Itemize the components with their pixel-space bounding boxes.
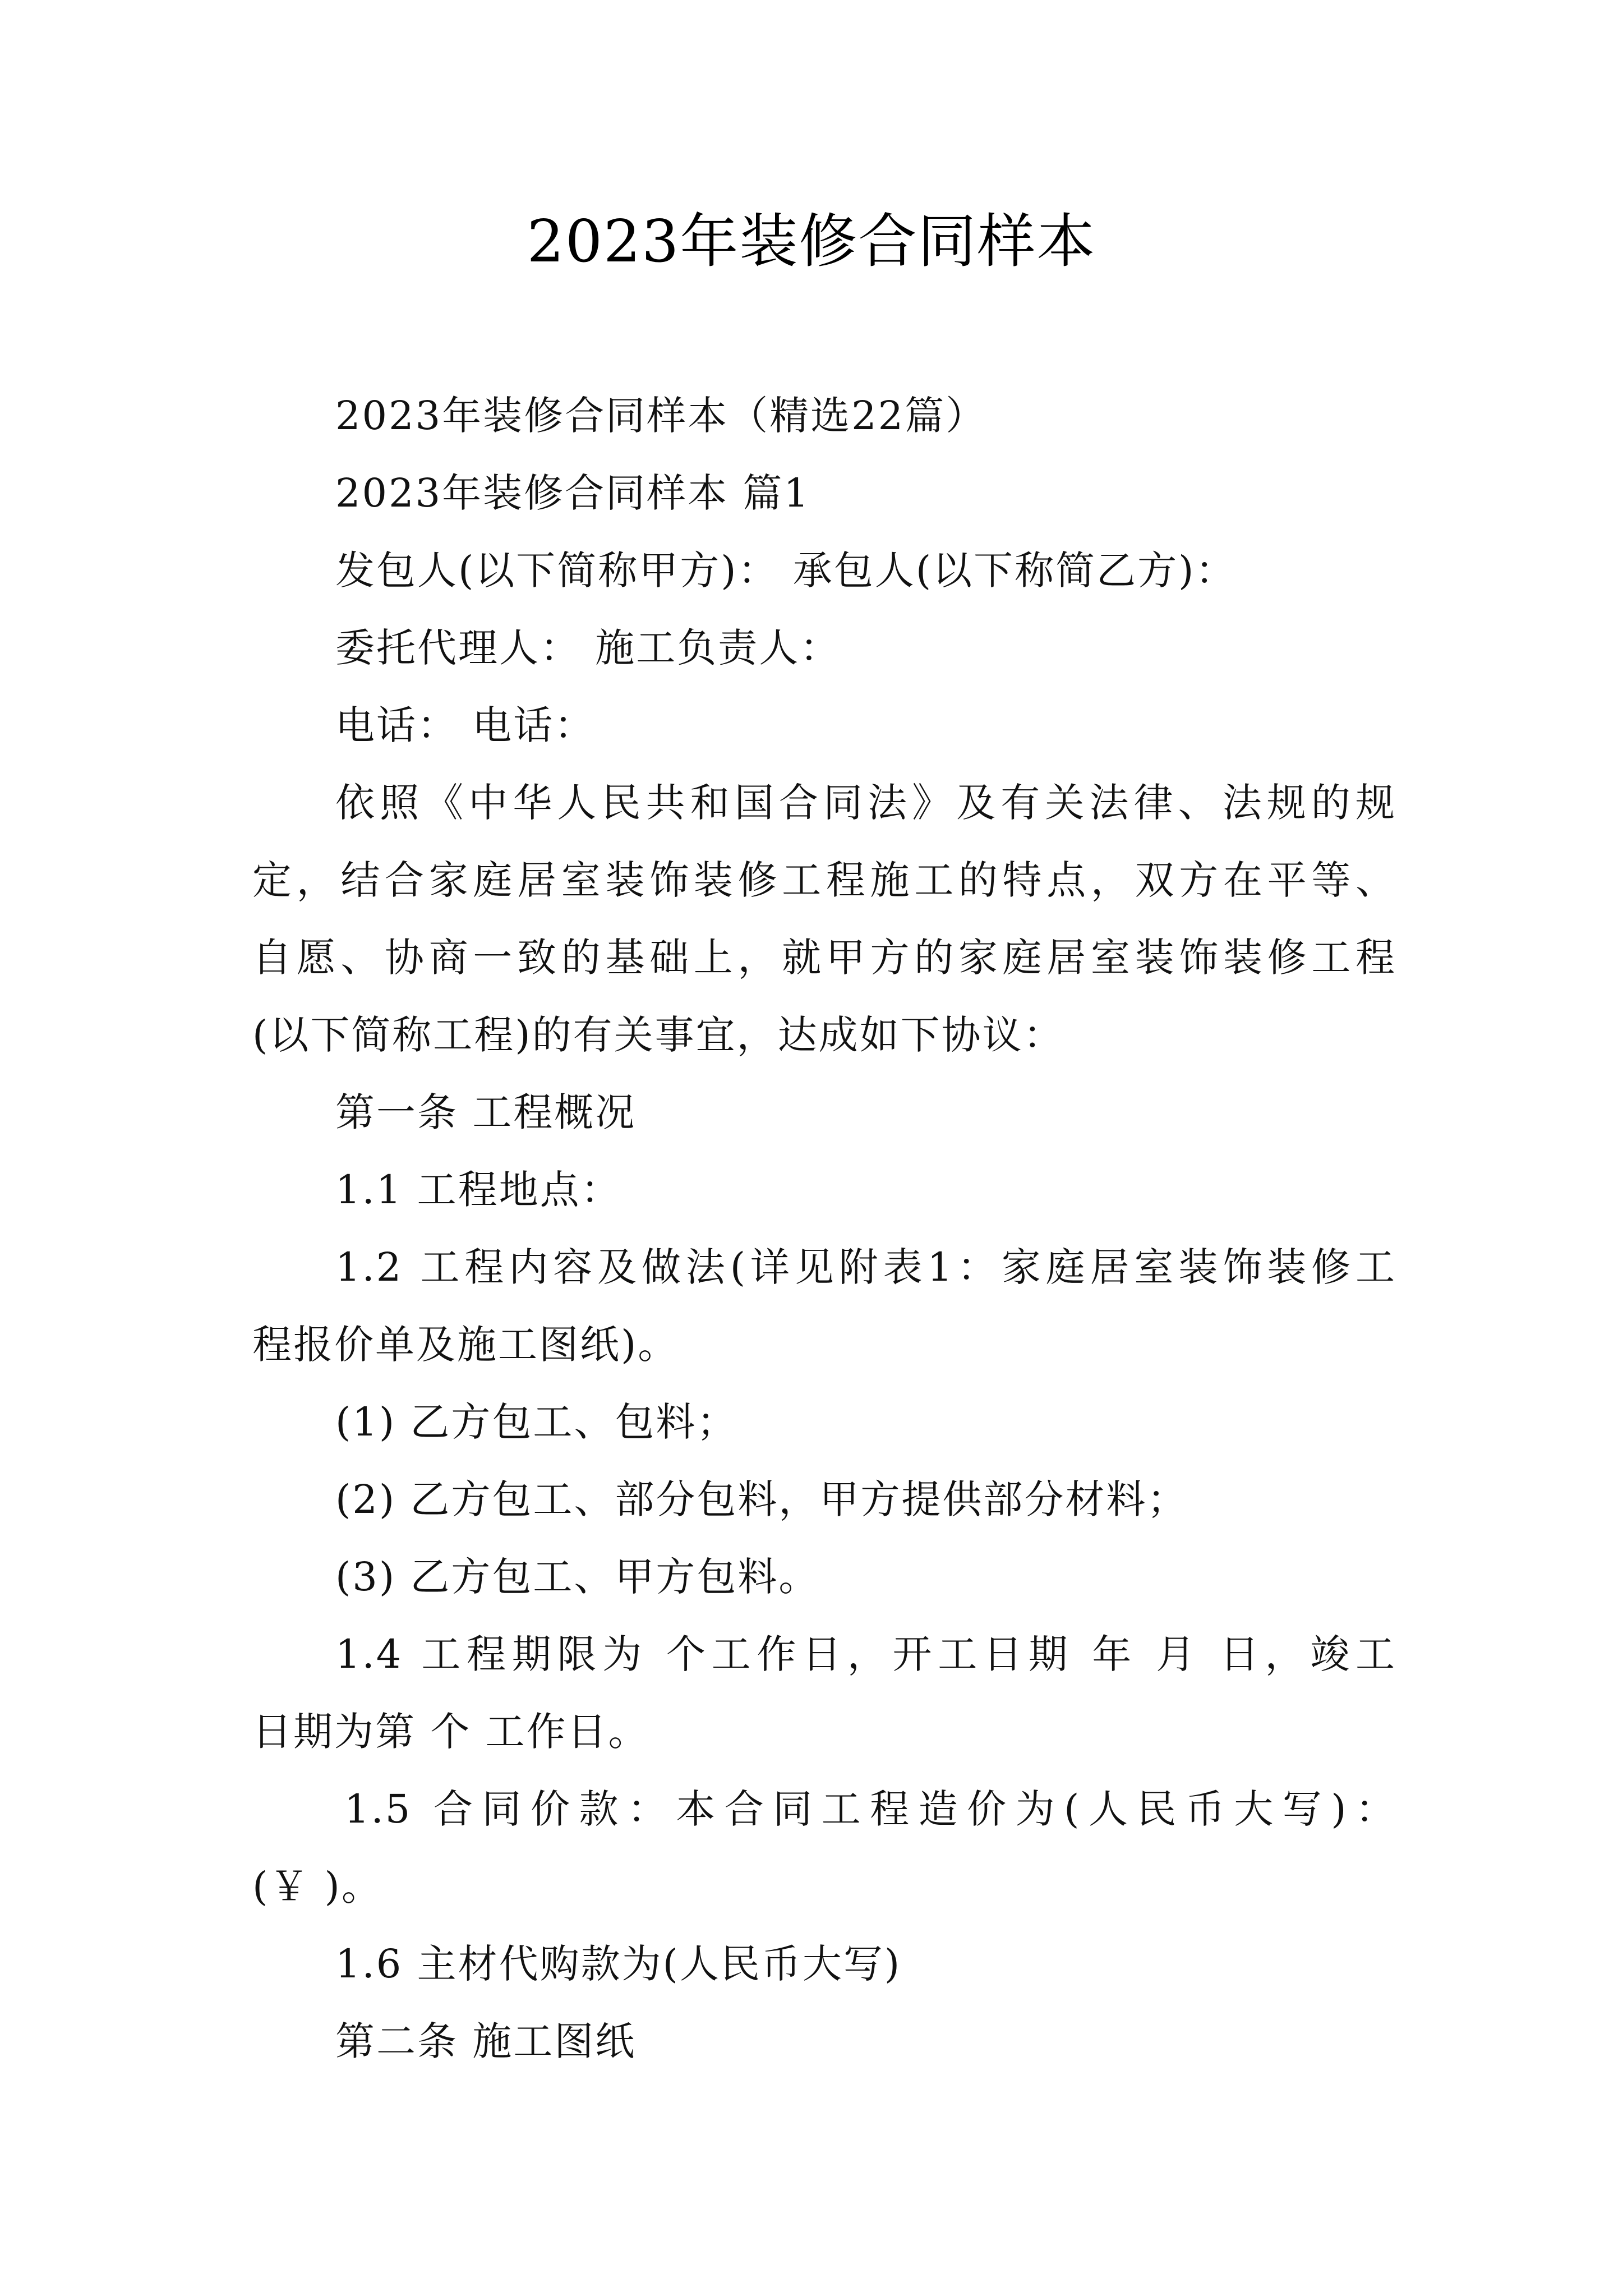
- phone-line: 电话： 电话：: [335, 702, 596, 748]
- clause-line: 日期为第 个 工作日。: [252, 1709, 649, 1755]
- clause-line: 1.2 工程内容及做法(详见附表1：家庭居室装饰装修工: [335, 1244, 1396, 1290]
- party-line: 发包人(以下简称甲方)： 承包人(以下称简乙方)：: [335, 547, 1237, 593]
- document-body: [252, 377, 1396, 2080]
- clause-line: 程报价单及施工图纸)。: [252, 1322, 679, 1368]
- option-line: (3) 乙方包工、甲方包料。: [335, 1554, 820, 1600]
- option-line: (1) 乙方包工、包料；: [335, 1399, 738, 1445]
- article-heading: 第二条 施工图纸: [335, 2018, 637, 2064]
- option-line: (2) 乙方包工、部分包料，甲方提供部分材料；: [335, 1476, 1188, 1522]
- paragraph-line: 定，结合家庭居室装饰装修工程施工的特点，双方在平等、: [252, 857, 1396, 903]
- paragraph-line: (以下简称工程)的有关事宜，达成如下协议：: [252, 1012, 1064, 1058]
- clause-line: 1.6 主材代购款为(人民币大写): [335, 1941, 902, 1987]
- paragraph-line: 依照《中华人民共和国合同法》及有关法律、法规的规: [335, 780, 1396, 826]
- article-heading: 第一条 工程概况: [335, 1089, 637, 1135]
- clause-line: (￥ )。: [252, 1864, 382, 1910]
- clause-line: 1.4 工程期限为 个工作日，开工日期 年 月 日，竣工: [335, 1631, 1396, 1677]
- agent-line: 委托代理人： 施工负责人：: [335, 625, 841, 671]
- paragraph-line: 自愿、协商一致的基础上，就甲方的家庭居室装饰装修工程: [252, 935, 1396, 981]
- clause-line: 1.1 工程地点：: [335, 1167, 622, 1213]
- subtitle-line: 2023年装修合同样本（精选22篇）: [335, 393, 987, 439]
- section-heading: 2023年装修合同样本 篇1: [335, 470, 810, 516]
- document-title: 2023年装修合同样本: [527, 207, 1096, 275]
- clause-line: 1.5 合同价款：本合同工程造价为(人民币大写)：: [344, 1786, 1396, 1832]
